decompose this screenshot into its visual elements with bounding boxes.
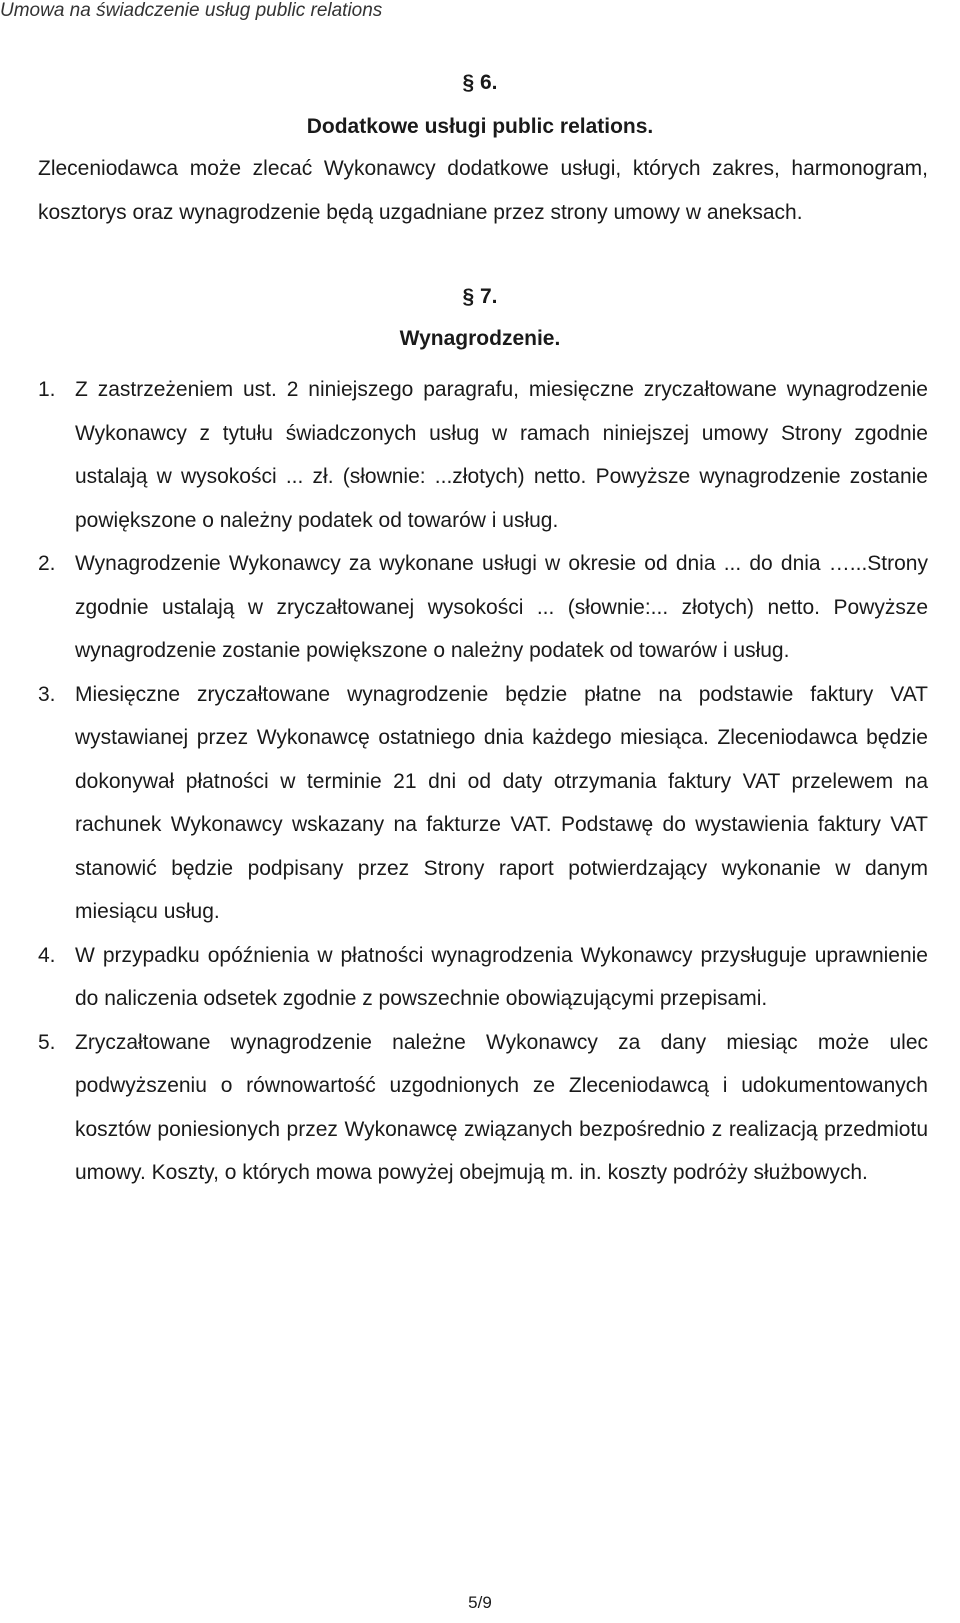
list-text: Wynagrodzenie Wykonawcy za wykonane usługi w okresie od dnia ... do dnia …...Strony zgodnie ustalają w zryczałtowanej wysokości ... (słownie:... złotych) netto. Powyższe wynagrodzenie zostanie powiększone o należny podatek od towarów i usług. bbox=[75, 552, 928, 662]
section-6-title: Dodatkowe usługi public relations. bbox=[306, 115, 654, 138]
running-header: Umowa na świadczenie usług public relations bbox=[0, 0, 383, 21]
list-text: Z zastrzeżeniem ust. 2 niniejszego paragrafu, miesięczne zryczałtowane wynagrodzenie Wykonawcy z tytułu świadczonych usług w ramach niniejszej umowy Strony zgodnie ustalają w wysokości ... zł. (słownie: ...złotych) netto. Powyższe wynagrodzenie zostanie powiększone o należny podatek od towarów i usług. bbox=[75, 378, 928, 532]
list-item-1 bbox=[38, 368, 928, 542]
remuneration-list bbox=[38, 368, 928, 1195]
page-number: 5/9 bbox=[468, 1593, 492, 1612]
list-item-4 bbox=[38, 934, 928, 1021]
list-item-3 bbox=[38, 673, 928, 934]
list-text: Miesięczne zryczałtowane wynagrodzenie będzie płatne na podstawie faktury VAT wystawianej przez Wykonawcę ostatniego dnia każdego miesiąca. Zleceniodawca będzie dokonywał płatności w terminie 21 dni od daty otrzymania faktury VAT przelewem na rachunek Wykonawcy wskazany na fakturze VAT. Podstawę do wystawienia faktury VAT stanowić będzie podpisany przez Strony raport potwierdzający wykonanie w danym miesiącu usług. bbox=[75, 682, 928, 923]
list-number: 1. bbox=[38, 378, 56, 401]
section-7-title: Wynagrodzenie. bbox=[399, 327, 561, 350]
list-text: W przypadku opóźnienia w płatności wynagrodzenia Wykonawcy przysługuje uprawnienie do naliczenia odsetek zgodnie z powszechnie obowiązującymi przepisami. bbox=[75, 943, 928, 1010]
list-item-2 bbox=[38, 542, 928, 673]
list-number: 2. bbox=[38, 552, 56, 575]
section-6-body: Zleceniodawca może zlecać Wykonawcy dodatkowe usługi, których zakres, harmonogram, kosztorys oraz wynagrodzenie będą uzgadniane przez strony umowy w aneksach. bbox=[38, 157, 928, 224]
section-7-number: § 7. bbox=[462, 285, 498, 308]
section-6-number: § 6. bbox=[462, 71, 498, 94]
list-number: 5. bbox=[38, 1030, 56, 1054]
list-item-5 bbox=[38, 1021, 928, 1195]
list-number: 3. bbox=[38, 682, 56, 706]
list-text: Zryczałtowane wynagrodzenie należne Wykonawcy za dany miesiąc może ulec podwyższeniu o równowartość uzgodnionych ze Zleceniodawcą i udokumentowanych kosztów poniesionych przez Wykonawcę związanych bezpośrednio z realizacją przedmiotu umowy. Koszty, o których mowa powyżej obejmują m. in. koszty podróży służbowych. bbox=[75, 1030, 928, 1184]
list-number: 4. bbox=[38, 943, 56, 967]
